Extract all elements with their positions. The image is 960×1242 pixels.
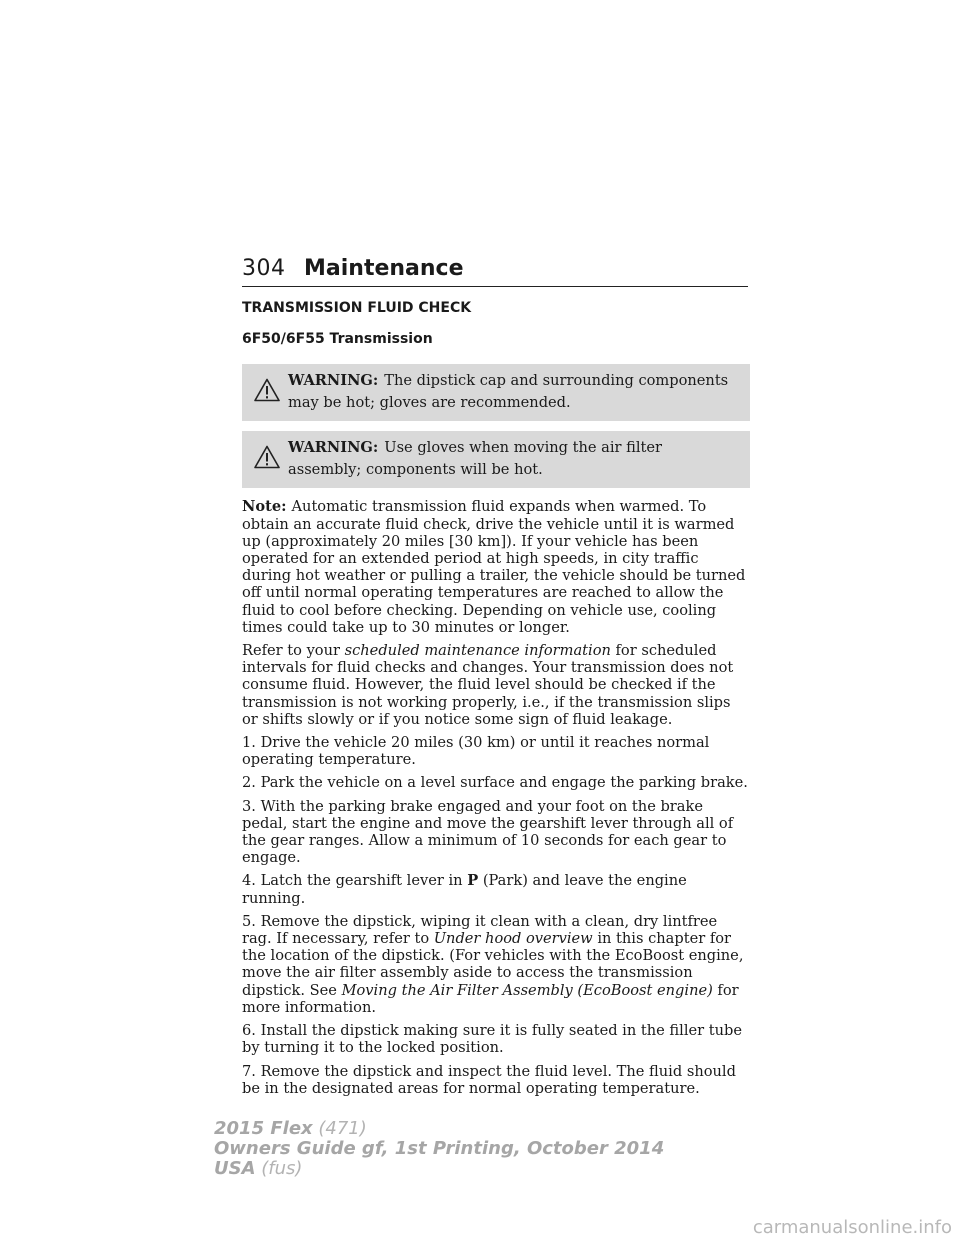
scheduled-maintenance-link[interactable]: scheduled maintenance information bbox=[344, 642, 611, 660]
page-number: 304 bbox=[242, 256, 286, 281]
step-6: 6. Install the dipstick making sure it is fully seated in the filler tube by turning it to the locked position. bbox=[242, 1022, 742, 1057]
step-text: 4. Latch the gearshift lever in bbox=[242, 872, 468, 890]
note-label: Note: bbox=[242, 498, 287, 516]
footer-region-code: (fus) bbox=[255, 1158, 303, 1179]
footer-model: 2015 Flex bbox=[214, 1118, 313, 1139]
step-3: 3. With the parking brake engaged and your foot on the brake pedal, start the engine and move the gearshift lever through all of the gear ranges. Allow a minimum of 10 seconds for each gear to engage. bbox=[242, 797, 734, 867]
section-title: TRANSMISSION FLUID CHECK bbox=[242, 300, 472, 316]
refer-text: for scheduled intervals for fluid checks and changes. Your transmission does not consume fluid. However, the fluid level should be checked if the transmission is not working properly, i.e., if the transmission slips or shifts slowly or if you notice some sign of fluid leakage. bbox=[242, 642, 734, 728]
page-header bbox=[242, 256, 748, 287]
refer-text: Refer to your bbox=[242, 642, 345, 660]
refer-paragraph bbox=[242, 642, 750, 728]
footer-code: (471) bbox=[312, 1118, 367, 1139]
warning-triangle-icon bbox=[254, 378, 280, 402]
step-1: 1. Drive the vehicle 20 miles (30 km) or until it reaches normal operating temperature. bbox=[242, 734, 710, 769]
warning-label: WARNING: bbox=[288, 372, 379, 390]
warning-label: WARNING: bbox=[288, 439, 379, 457]
step-4 bbox=[242, 872, 750, 906]
step-7: 7. Remove the dipstick and inspect the fluid level. The fluid should be in the designated areas for normal operating temperature. bbox=[242, 1062, 736, 1097]
park-gear-label: P bbox=[467, 872, 479, 890]
warning-box bbox=[242, 431, 750, 488]
section-subtitle: 6F50/6F55 Transmission bbox=[242, 331, 433, 348]
footer-line bbox=[214, 1159, 664, 1179]
warning-triangle-icon bbox=[254, 445, 280, 469]
step-text: in this chapter for the location of the dipstick. (For vehicles with the EcoBoost engine, move the air filter assembly aside to access the transmission dipstick. See bbox=[242, 930, 744, 999]
chapter-title: Maintenance bbox=[304, 256, 464, 281]
step-5 bbox=[242, 913, 750, 1016]
step-text: 5. Remove the dipstick, wiping it clean with a clean, dry lintfree rag. If necessary, refer to bbox=[242, 912, 718, 948]
moving-air-filter-link[interactable]: Moving the Air Filter Assembly (EcoBoost engine) bbox=[341, 981, 713, 999]
warning-text: The dipstick cap and surrounding components may be hot; gloves are recommended. bbox=[288, 372, 729, 412]
footer-line bbox=[214, 1119, 664, 1139]
footer-region: USA bbox=[214, 1158, 256, 1179]
watermark: carmanualsonline.info bbox=[752, 1217, 952, 1238]
step-2: 2. Park the vehicle on a level surface and engage the parking brake. bbox=[242, 774, 748, 792]
main-content bbox=[242, 292, 750, 1103]
print-footer bbox=[214, 1119, 664, 1179]
step-text: for more information. bbox=[242, 981, 739, 1016]
note-text: Automatic transmission fluid expands when warmed. To obtain an accurate fluid check, drive the vehicle until it is warmed up (approximately 20 miles [30 km]). If your vehicle has been operated for an extended period at high speeds, in city traffic during hot weather or pulling a trailer, the vehicle should be turned off until normal operating temperatures are reached to allow the fluid to cool before checking. Depending on vehicle use, cooling times could take up to 30 minutes or longer. bbox=[242, 498, 746, 636]
note-paragraph bbox=[242, 498, 750, 636]
step-text: (Park) and leave the engine running. bbox=[242, 872, 687, 907]
under-hood-overview-link[interactable]: Under hood overview bbox=[433, 930, 593, 948]
footer-edition: Owners Guide gf, 1st Printing, October 2014 bbox=[214, 1138, 665, 1159]
warning-text: Use gloves when moving the air filter assembly; components will be hot. bbox=[288, 439, 663, 479]
warning-box bbox=[242, 364, 750, 421]
